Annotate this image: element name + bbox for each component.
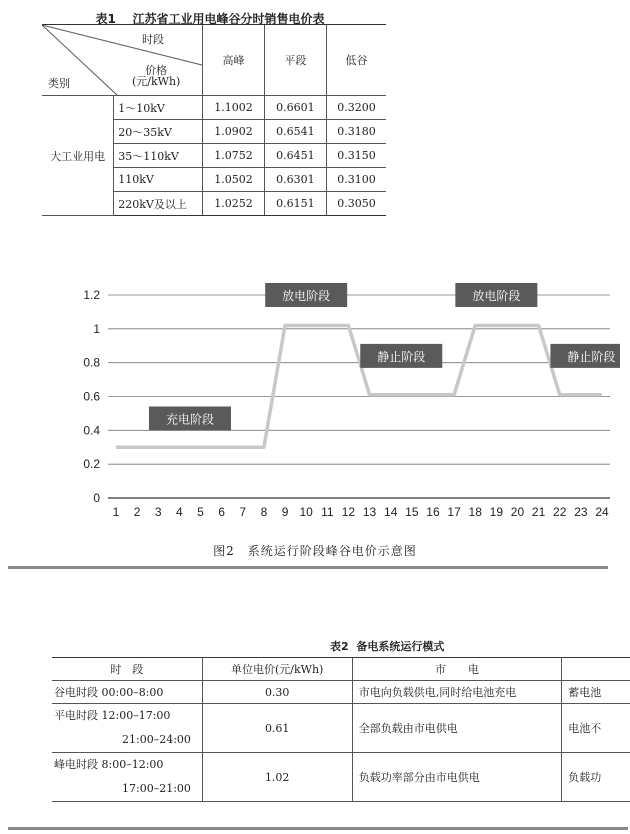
period-cell: 峰电时段 8:00–12:00 17:00–21:00 [52, 753, 202, 802]
col-flat: 平段 [264, 25, 326, 96]
stage-label: 放电阶段 [472, 289, 521, 303]
price-cell: 0.3100 [326, 168, 386, 192]
x-tick-label: 3 [154, 505, 162, 519]
x-tick-label: 1 [112, 505, 120, 519]
col-battery [562, 658, 630, 681]
voltage-cell: 20～35kV [114, 120, 203, 144]
diagonal-header-cell [42, 25, 203, 96]
col-grid: 市 电 [352, 658, 561, 681]
x-tick-label: 13 [362, 505, 377, 519]
battery-cell: 负载功 [562, 753, 630, 802]
y-tick-label: 0.8 [83, 355, 100, 370]
price-cell: 1.0902 [203, 120, 265, 144]
table1-caption-text: 江苏省工业用电峰谷分时销售电价表 [132, 12, 325, 26]
battery-cell: 电池不 [562, 704, 630, 753]
y-tick-label: 1.2 [83, 288, 100, 302]
period-cell: 平电时段 12:00–17:00 21:00–24:00 [52, 704, 202, 753]
y-tick-label: 1 [93, 321, 100, 336]
x-tick-label: 21 [531, 505, 546, 519]
grid-cell: 市电向负载供电,同时给电池充电 [352, 681, 561, 704]
price-table [42, 24, 386, 216]
price-cell: 0.3180 [326, 120, 386, 144]
price-cell: 1.0752 [203, 144, 265, 168]
header-price: 价格 (元/kWh) [132, 64, 181, 88]
battery-cell: 蓄电池 [562, 681, 630, 704]
x-tick-label: 23 [574, 505, 588, 519]
header-price-unit: (元/kWh) [132, 75, 181, 88]
voltage-cell: 35～110kV [114, 144, 203, 168]
x-tick-label: 22 [553, 505, 567, 519]
price-cell: 0.6601 [264, 96, 326, 120]
mode-table [52, 657, 630, 802]
figure-caption: 图2 系统运行阶段峰谷电价示意图 [213, 544, 417, 558]
x-tick-label: 20 [510, 505, 525, 519]
table1-caption-number: 表1 [95, 12, 116, 26]
scroll-divider [8, 566, 608, 569]
stage-label: 静止阶段 [567, 349, 616, 364]
price-cell: 0.6301 [264, 168, 326, 192]
stage-label: 放电阶段 [282, 289, 331, 303]
x-tick-label: 9 [281, 505, 289, 519]
price-cell: 0.6151 [264, 192, 326, 216]
x-tick-label: 14 [384, 505, 398, 519]
stage-label: 充电阶段 [165, 412, 214, 427]
unit-price-cell: 1.02 [202, 753, 352, 802]
y-tick-label: 0.6 [83, 389, 100, 404]
table2-caption-number: 表2 [330, 640, 349, 653]
voltage-cell: 220kV及以上 [114, 192, 203, 216]
col-period: 时 段 [52, 658, 202, 681]
header-category: 类别 [48, 77, 70, 90]
x-tick-label: 16 [426, 505, 440, 519]
stage-label: 静止阶段 [377, 349, 426, 364]
y-tick-label: 0.4 [83, 423, 100, 438]
voltage-cell: 1～10kV [114, 96, 203, 120]
price-cell: 0.6541 [264, 120, 326, 144]
scroll-divider-bottom [8, 827, 628, 830]
voltage-cell: 110kV [114, 168, 203, 192]
col-valley: 低谷 [326, 25, 386, 96]
peak-valley-price-chart [60, 270, 620, 530]
header-period: 时段 [142, 33, 164, 46]
col-unit-price: 单位电价(元/kWh) [202, 658, 352, 681]
x-tick-label: 7 [239, 505, 247, 519]
x-tick-label: 5 [197, 505, 204, 519]
x-tick-label: 6 [218, 505, 225, 519]
unit-price-cell: 0.30 [202, 681, 352, 704]
price-cell: 1.0252 [203, 192, 265, 216]
grid-cell: 全部负载由市电供电 [352, 704, 561, 753]
price-cell: 0.3050 [326, 192, 386, 216]
price-cell: 0.6451 [264, 144, 326, 168]
x-tick-label: 12 [341, 505, 356, 519]
price-cell: 0.3150 [326, 144, 386, 168]
group-label: 大工业用电 [42, 96, 114, 216]
table2-caption [330, 638, 444, 654]
x-tick-label: 17 [447, 505, 461, 519]
x-tick-label: 18 [468, 505, 482, 519]
x-tick-label: 24 [595, 505, 609, 519]
table2-caption-text: 备电系统运行模式 [356, 640, 445, 653]
price-cell: 0.3200 [326, 96, 386, 120]
price-cell: 1.1002 [203, 96, 265, 120]
x-tick-label: 15 [405, 505, 419, 519]
unit-price-cell: 0.61 [202, 704, 352, 753]
y-tick-label: 0.2 [83, 457, 100, 472]
x-tick-label: 10 [299, 505, 313, 519]
y-tick-label: 0 [93, 491, 100, 505]
x-tick-label: 11 [321, 505, 334, 519]
x-tick-label: 8 [260, 505, 268, 519]
period-cell: 谷电时段 00:00–8:00 [52, 681, 202, 704]
price-cell: 1.0502 [203, 168, 265, 192]
col-peak: 高峰 [203, 25, 265, 96]
x-tick-label: 2 [133, 505, 141, 519]
x-tick-label: 4 [176, 505, 183, 519]
grid-cell: 负载功率部分由市电供电 [352, 753, 561, 802]
x-tick-label: 19 [489, 505, 504, 519]
